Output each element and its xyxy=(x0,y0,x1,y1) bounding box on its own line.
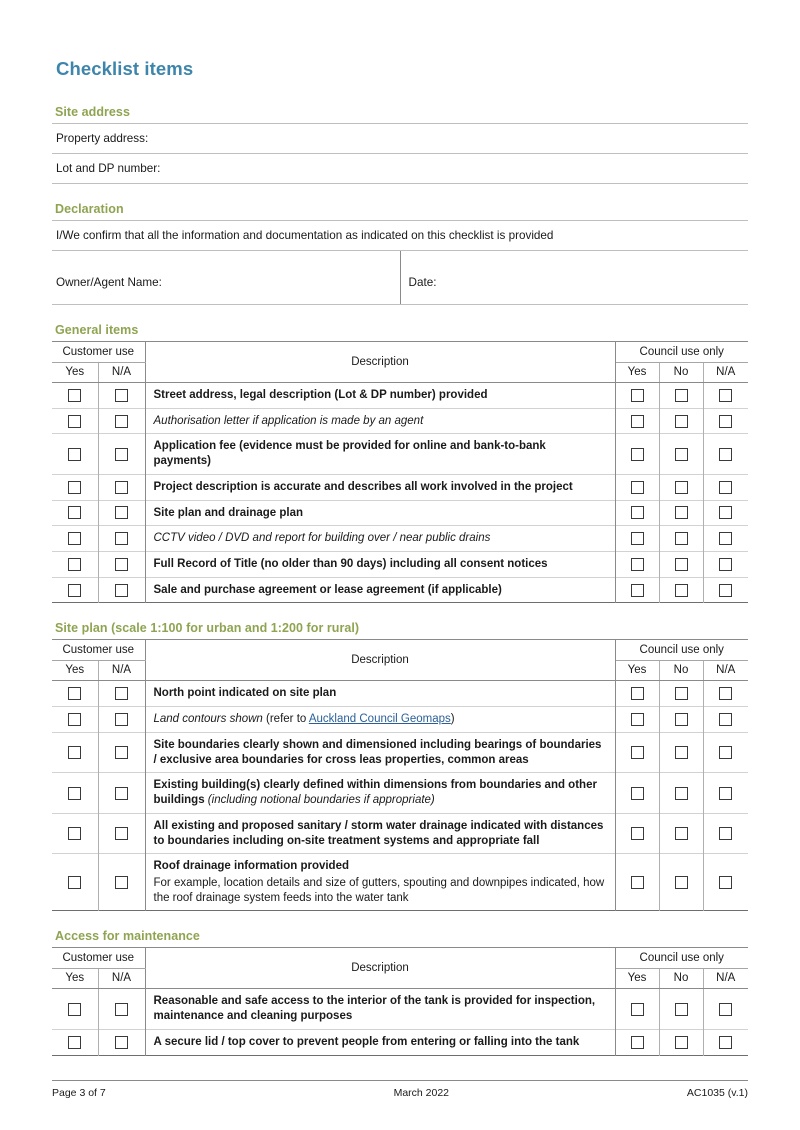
council-yes-cell[interactable] xyxy=(615,383,659,409)
table-row xyxy=(52,989,748,1029)
checkbox-customer-na[interactable] xyxy=(115,584,128,597)
table-row xyxy=(52,707,748,733)
owner-agent-name-label: Owner/Agent Name: xyxy=(52,251,400,305)
customer-yes-cell[interactable] xyxy=(52,732,98,772)
header-council-na: N/A xyxy=(703,363,748,383)
customer-yes-cell[interactable] xyxy=(52,408,98,434)
council-na-cell[interactable] xyxy=(703,552,748,578)
footer-page-number: Page 3 of 7 xyxy=(52,1087,106,1099)
council-no-cell[interactable] xyxy=(659,408,703,434)
header-customer-use: Customer use xyxy=(52,342,145,363)
item-text: Existing building(s) clearly defined within dimensions from boundaries and other buildings xyxy=(153,779,597,807)
item-description xyxy=(145,577,615,603)
item-description xyxy=(145,813,615,853)
section-site-address xyxy=(52,105,748,184)
customer-yes-cell[interactable] xyxy=(52,681,98,707)
checkbox-customer-na[interactable] xyxy=(115,532,128,545)
table-row xyxy=(52,383,748,409)
item-text: North point indicated on site plan xyxy=(153,687,337,700)
header-customer-na: N/A xyxy=(98,661,145,681)
checkbox-council-na[interactable] xyxy=(719,713,732,726)
checkbox-council-no[interactable] xyxy=(675,787,688,800)
table-row xyxy=(52,732,748,772)
checkbox-council-yes[interactable] xyxy=(631,448,644,461)
council-no-cell[interactable] xyxy=(659,1029,703,1055)
header-customer-yes: Yes xyxy=(52,969,98,989)
customer-yes-cell[interactable] xyxy=(52,813,98,853)
customer-yes-cell[interactable] xyxy=(52,474,98,500)
customer-na-cell[interactable] xyxy=(98,854,145,911)
header-customer-use: Customer use xyxy=(52,640,145,661)
general-items-table xyxy=(52,341,748,603)
customer-yes-cell[interactable] xyxy=(52,773,98,813)
checkbox-council-no[interactable] xyxy=(675,558,688,571)
council-no-cell[interactable] xyxy=(659,732,703,772)
table-header-group-row xyxy=(52,640,748,661)
table-row xyxy=(52,813,748,853)
header-council-yes: Yes xyxy=(615,363,659,383)
checkbox-council-yes[interactable] xyxy=(631,787,644,800)
section-declaration xyxy=(52,202,748,305)
checkbox-council-no[interactable] xyxy=(675,448,688,461)
customer-na-cell[interactable] xyxy=(98,383,145,409)
table-row xyxy=(52,124,748,154)
item-text: CCTV video / DVD and report for building over / near public drains xyxy=(153,532,491,545)
checkbox-council-yes[interactable] xyxy=(631,687,644,700)
checkbox-council-na[interactable] xyxy=(719,415,732,428)
table-row xyxy=(52,154,748,184)
checkbox-council-no[interactable] xyxy=(675,827,688,840)
customer-yes-cell[interactable] xyxy=(52,707,98,733)
checkbox-customer-na[interactable] xyxy=(115,876,128,889)
customer-na-cell[interactable] xyxy=(98,989,145,1029)
council-yes-cell[interactable] xyxy=(615,474,659,500)
table-row xyxy=(52,434,748,474)
checkbox-council-na[interactable] xyxy=(719,558,732,571)
table-row xyxy=(52,552,748,578)
council-no-cell[interactable] xyxy=(659,773,703,813)
checkbox-customer-na[interactable] xyxy=(115,1036,128,1049)
checkbox-customer-yes[interactable] xyxy=(68,584,81,597)
council-yes-cell[interactable] xyxy=(615,773,659,813)
header-council-na: N/A xyxy=(703,969,748,989)
section-heading-access-maintenance: Access for maintenance xyxy=(55,929,200,944)
checkbox-customer-yes[interactable] xyxy=(68,389,81,402)
section-general-items xyxy=(52,323,748,603)
item-text: Application fee (evidence must be provided for online and bank-to-bank payments) xyxy=(153,440,546,468)
customer-yes-cell[interactable] xyxy=(52,854,98,911)
checkbox-council-na[interactable] xyxy=(719,1003,732,1016)
lot-dp-number-label: Lot and DP number: xyxy=(52,154,748,184)
checkbox-customer-na[interactable] xyxy=(115,713,128,726)
checkbox-council-na[interactable] xyxy=(719,389,732,402)
council-yes-cell[interactable] xyxy=(615,989,659,1029)
site-plan-table xyxy=(52,639,748,911)
council-yes-cell[interactable] xyxy=(615,681,659,707)
table-row xyxy=(52,526,748,552)
table-row xyxy=(52,251,748,305)
header-description: Description xyxy=(145,640,615,681)
checkbox-council-yes[interactable] xyxy=(631,746,644,759)
site-address-table xyxy=(52,123,748,184)
customer-na-cell[interactable] xyxy=(98,732,145,772)
council-na-cell[interactable] xyxy=(703,773,748,813)
item-description xyxy=(145,408,615,434)
council-na-cell[interactable] xyxy=(703,707,748,733)
council-no-cell[interactable] xyxy=(659,813,703,853)
section-heading-general-items: General items xyxy=(55,323,139,337)
checkbox-council-yes[interactable] xyxy=(631,481,644,494)
table-row xyxy=(52,221,748,251)
checkbox-council-yes[interactable] xyxy=(631,558,644,571)
checkbox-council-yes[interactable] xyxy=(631,713,644,726)
checkbox-customer-na[interactable] xyxy=(115,415,128,428)
item-text: Street address, legal description (Lot & DP number) provided xyxy=(153,389,488,401)
checkbox-customer-na[interactable] xyxy=(115,827,128,840)
table-row xyxy=(52,854,748,911)
access-maintenance-table xyxy=(52,947,748,1055)
council-na-cell[interactable] xyxy=(703,854,748,911)
checkbox-council-no[interactable] xyxy=(675,876,688,889)
checkbox-customer-na[interactable] xyxy=(115,448,128,461)
customer-na-cell[interactable] xyxy=(98,813,145,853)
item-text: Land contours shown xyxy=(153,713,263,726)
item-description xyxy=(145,434,615,474)
checkbox-customer-yes[interactable] xyxy=(68,481,81,494)
customer-na-cell[interactable] xyxy=(98,552,145,578)
checkbox-council-na[interactable] xyxy=(719,506,732,519)
customer-yes-cell[interactable] xyxy=(52,383,98,409)
customer-na-cell[interactable] xyxy=(98,1029,145,1055)
header-council-use: Council use only xyxy=(615,342,748,363)
checkbox-council-na[interactable] xyxy=(719,532,732,545)
customer-yes-cell[interactable] xyxy=(52,1029,98,1055)
header-council-na: N/A xyxy=(703,661,748,681)
council-na-cell[interactable] xyxy=(703,577,748,603)
checkbox-council-na[interactable] xyxy=(719,584,732,597)
checkbox-council-no[interactable] xyxy=(675,1036,688,1049)
council-no-cell[interactable] xyxy=(659,500,703,526)
checkbox-council-yes[interactable] xyxy=(631,389,644,402)
council-na-cell[interactable] xyxy=(703,500,748,526)
item-text: Reasonable and safe access to the interior of the tank is provided for inspection, maintenance and cleaning purposes xyxy=(153,995,596,1023)
item-note: For example, location details and size of gutters, spouting and downpipes indicated, how the roof drainage system feeds into the water tank xyxy=(153,876,605,904)
checkbox-customer-yes[interactable] xyxy=(68,448,81,461)
checkbox-council-yes[interactable] xyxy=(631,1036,644,1049)
item-description xyxy=(145,526,615,552)
table-header-group-row xyxy=(52,948,748,969)
table-header-group-row xyxy=(52,342,748,363)
checkbox-council-yes[interactable] xyxy=(631,876,644,889)
site-plan-body xyxy=(52,681,748,911)
item-description xyxy=(145,854,615,911)
checkbox-council-na[interactable] xyxy=(719,1036,732,1049)
auckland-council-geomaps-link[interactable]: Auckland Council Geomaps xyxy=(308,713,451,726)
checkbox-council-no[interactable] xyxy=(675,746,688,759)
checkbox-customer-yes[interactable] xyxy=(68,687,81,700)
council-na-cell[interactable] xyxy=(703,813,748,853)
council-na-cell[interactable] xyxy=(703,989,748,1029)
council-no-cell[interactable] xyxy=(659,526,703,552)
date-label: Date: xyxy=(400,251,748,305)
checkbox-council-no[interactable] xyxy=(675,506,688,519)
checkbox-council-na[interactable] xyxy=(719,448,732,461)
section-access-maintenance xyxy=(52,929,748,1055)
declaration-table xyxy=(52,220,748,305)
customer-na-cell[interactable] xyxy=(98,577,145,603)
footer-reference: AC1035 (v.1) xyxy=(686,1087,748,1099)
checkbox-council-no[interactable] xyxy=(675,1003,688,1016)
customer-yes-cell[interactable] xyxy=(52,500,98,526)
item-description xyxy=(145,707,615,733)
customer-na-cell[interactable] xyxy=(98,474,145,500)
page-footer xyxy=(52,1080,748,1099)
item-description xyxy=(145,681,615,707)
council-na-cell[interactable] xyxy=(703,474,748,500)
checkbox-customer-yes[interactable] xyxy=(68,1036,81,1049)
table-row xyxy=(52,474,748,500)
item-description xyxy=(145,732,615,772)
customer-na-cell[interactable] xyxy=(98,526,145,552)
checkbox-customer-na[interactable] xyxy=(115,687,128,700)
header-council-no: No xyxy=(659,661,703,681)
item-text-italic: (including notional boundaries if appropriate) xyxy=(204,794,435,807)
checkbox-council-na[interactable] xyxy=(719,876,732,889)
council-yes-cell[interactable] xyxy=(615,813,659,853)
checkbox-council-na[interactable] xyxy=(719,746,732,759)
item-description xyxy=(145,552,615,578)
checkbox-customer-na[interactable] xyxy=(115,506,128,519)
checkbox-council-yes[interactable] xyxy=(631,506,644,519)
header-council-no: No xyxy=(659,969,703,989)
checkbox-council-no[interactable] xyxy=(675,687,688,700)
header-council-use: Council use only xyxy=(615,640,748,661)
item-description xyxy=(145,500,615,526)
section-heading-site-address: Site address xyxy=(55,105,130,119)
checkbox-council-no[interactable] xyxy=(675,584,688,597)
item-text: All existing and proposed sanitary / storm water drainage indicated with distances to boundaries including on-site treatment systems and appropriate fall xyxy=(153,819,604,847)
council-no-cell[interactable] xyxy=(659,434,703,474)
section-heading-declaration: Declaration xyxy=(55,202,124,216)
checkbox-council-yes[interactable] xyxy=(631,1003,644,1016)
council-yes-cell[interactable] xyxy=(615,854,659,911)
checkbox-council-na[interactable] xyxy=(719,481,732,494)
checkbox-customer-yes[interactable] xyxy=(68,1003,81,1016)
checkbox-customer-na[interactable] xyxy=(115,787,128,800)
council-no-cell[interactable] xyxy=(659,383,703,409)
item-text: Sale and purchase agreement or lease agreement (if applicable) xyxy=(153,583,502,596)
header-customer-na: N/A xyxy=(98,363,145,383)
council-yes-cell[interactable] xyxy=(615,408,659,434)
table-row xyxy=(52,408,748,434)
header-customer-use: Customer use xyxy=(52,948,145,969)
item-text: Roof drainage information provided xyxy=(153,860,350,873)
checkbox-council-no[interactable] xyxy=(675,713,688,726)
checkbox-customer-yes[interactable] xyxy=(68,787,81,800)
item-description xyxy=(145,1029,615,1055)
customer-yes-cell[interactable] xyxy=(52,989,98,1029)
council-na-cell[interactable] xyxy=(703,408,748,434)
checkbox-council-yes[interactable] xyxy=(631,415,644,428)
checkbox-customer-yes[interactable] xyxy=(68,827,81,840)
table-row xyxy=(52,500,748,526)
table-row xyxy=(52,681,748,707)
council-na-cell[interactable] xyxy=(703,1029,748,1055)
checkbox-customer-na[interactable] xyxy=(115,746,128,759)
checkbox-customer-na[interactable] xyxy=(115,481,128,494)
customer-na-cell[interactable] xyxy=(98,707,145,733)
header-customer-yes: Yes xyxy=(52,661,98,681)
council-yes-cell[interactable] xyxy=(615,1029,659,1055)
checkbox-council-no[interactable] xyxy=(675,415,688,428)
header-council-use: Council use only xyxy=(615,948,748,969)
item-description xyxy=(145,773,615,813)
checkbox-council-no[interactable] xyxy=(675,481,688,494)
header-council-yes: Yes xyxy=(615,969,659,989)
section-site-plan xyxy=(52,621,748,911)
council-na-cell[interactable] xyxy=(703,383,748,409)
item-text-post: ) xyxy=(450,713,455,726)
access-maintenance-body xyxy=(52,989,748,1055)
checkbox-customer-yes[interactable] xyxy=(68,506,81,519)
customer-yes-cell[interactable] xyxy=(52,526,98,552)
checkbox-council-na[interactable] xyxy=(719,827,732,840)
item-text: Authorisation letter if application is made by an agent xyxy=(153,414,424,427)
item-text: Project description is accurate and describes all work involved in the project xyxy=(153,480,573,493)
checkbox-council-no[interactable] xyxy=(675,389,688,402)
item-text-mid: (refer to xyxy=(262,713,309,726)
checkbox-customer-na[interactable] xyxy=(115,1003,128,1016)
council-yes-cell[interactable] xyxy=(615,500,659,526)
council-yes-cell[interactable] xyxy=(615,434,659,474)
checkbox-customer-yes[interactable] xyxy=(68,558,81,571)
council-na-cell[interactable] xyxy=(703,681,748,707)
checkbox-customer-yes[interactable] xyxy=(68,415,81,428)
council-no-cell[interactable] xyxy=(659,577,703,603)
item-text: Site plan and drainage plan xyxy=(153,506,304,519)
checkbox-council-na[interactable] xyxy=(719,787,732,800)
header-customer-yes: Yes xyxy=(52,363,98,383)
council-yes-cell[interactable] xyxy=(615,577,659,603)
council-na-cell[interactable] xyxy=(703,732,748,772)
council-no-cell[interactable] xyxy=(659,552,703,578)
header-description: Description xyxy=(145,342,615,383)
customer-yes-cell[interactable] xyxy=(52,552,98,578)
section-heading-site-plan: Site plan (scale 1:100 for urban and 1:200 for rural) xyxy=(55,621,360,636)
checkbox-council-yes[interactable] xyxy=(631,584,644,597)
declaration-statement: I/We confirm that all the information and documentation as indicated on this checklist is provided xyxy=(52,221,748,251)
checkbox-council-yes[interactable] xyxy=(631,532,644,545)
customer-na-cell[interactable] xyxy=(98,773,145,813)
item-text: Site boundaries clearly shown and dimensioned including bearings of boundaries / exclusive area boundaries for cross leas properties, common areas xyxy=(153,738,602,766)
general-items-body xyxy=(52,383,748,603)
table-row xyxy=(52,773,748,813)
checkbox-council-na[interactable] xyxy=(719,687,732,700)
council-na-cell[interactable] xyxy=(703,526,748,552)
council-no-cell[interactable] xyxy=(659,474,703,500)
customer-na-cell[interactable] xyxy=(98,408,145,434)
item-text: Full Record of Title (no older than 90 days) including all consent notices xyxy=(153,558,548,571)
checkbox-customer-yes[interactable] xyxy=(68,532,81,545)
property-address-label: Property address: xyxy=(52,124,748,154)
checkbox-council-yes[interactable] xyxy=(631,827,644,840)
checkbox-customer-yes[interactable] xyxy=(68,876,81,889)
page-title: Checklist items xyxy=(56,58,194,79)
checkbox-council-no[interactable] xyxy=(675,532,688,545)
council-na-cell[interactable] xyxy=(703,434,748,474)
council-yes-cell[interactable] xyxy=(615,707,659,733)
item-description xyxy=(145,383,615,409)
customer-yes-cell[interactable] xyxy=(52,577,98,603)
table-row xyxy=(52,577,748,603)
customer-na-cell[interactable] xyxy=(98,681,145,707)
council-no-cell[interactable] xyxy=(659,707,703,733)
item-description xyxy=(145,474,615,500)
checkbox-customer-yes[interactable] xyxy=(68,746,81,759)
council-yes-cell[interactable] xyxy=(615,552,659,578)
item-text: A secure lid / top cover to prevent people from entering or falling into the tank xyxy=(153,1035,580,1048)
council-no-cell[interactable] xyxy=(659,681,703,707)
header-council-no: No xyxy=(659,363,703,383)
council-yes-cell[interactable] xyxy=(615,732,659,772)
footer-date: March 2022 xyxy=(393,1087,450,1099)
customer-na-cell[interactable] xyxy=(98,434,145,474)
council-no-cell[interactable] xyxy=(659,854,703,911)
checkbox-customer-yes[interactable] xyxy=(68,713,81,726)
table-row xyxy=(52,1029,748,1055)
customer-yes-cell[interactable] xyxy=(52,434,98,474)
item-description xyxy=(145,989,615,1029)
header-description: Description xyxy=(145,948,615,989)
customer-na-cell[interactable] xyxy=(98,500,145,526)
council-yes-cell[interactable] xyxy=(615,526,659,552)
council-no-cell[interactable] xyxy=(659,989,703,1029)
checkbox-customer-na[interactable] xyxy=(115,389,128,402)
header-customer-na: N/A xyxy=(98,969,145,989)
checkbox-customer-na[interactable] xyxy=(115,558,128,571)
header-council-yes: Yes xyxy=(615,661,659,681)
